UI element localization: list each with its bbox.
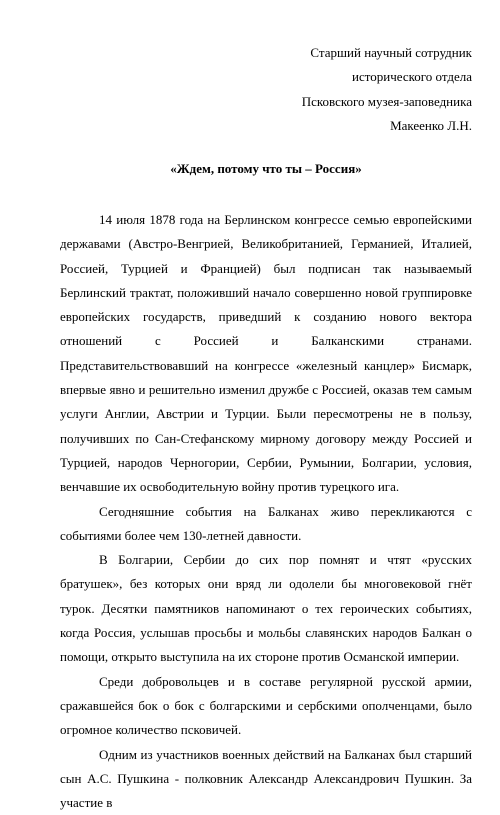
author-institution: Псковского музея-заповедника: [301, 93, 472, 109]
author-block: [302, 41, 472, 138]
paragraph-pushkin-son: Одним из участников военных действий на Балканах был старший сын А.С. Пушкина - полковник Александр Александрович Пушкин. За участие в: [60, 746, 472, 811]
paragraph-berlin-treaty: 14 июля 1878 года на Берлинском конгрессе семью европейскими державами (Австро-Венгрией, Великобританией, Германией, Италией, Россией, Турцией и Францией) был подписан так называемый Берлинский трактат, положивший начало совершенно новой группировке европейских государств, приведший к созданию нового вектора отношений с Россией и Балканскими странами. Представительствовавший на конгрессе «железный канцлер» Бисмарк, впервые явно и решительно изменил дружбе с Россией, оказав тем самым услуги Англии, Австрии и Турции. Были пересмотрены не в пользу, получивших по Сан-Стефанскому мирному договору между Россией и Турцией, народов Черногории, Сербии, Румынии, Болгарии, условия, венчавшие их освободительную войну против турецкого ига.: [60, 212, 472, 495]
document-title: «Ждем, потому что ты – Россия»: [170, 161, 362, 176]
document-body: [60, 208, 472, 815]
paragraph-volunteers: Среди добровольцев и в составе регулярной русской армии, сражавшейся бок о бок с болгарскими и сербскими ополченцами, было огромное количество псковичей.: [60, 673, 472, 738]
author-department: исторического отдела: [352, 69, 472, 85]
document-page: [60, 0, 472, 811]
paragraph-russian-brothers: В Болгарии, Сербии до сих пор помнят и чтят «русских братушек», без которых они вряд ли одолели бы многовековой гнёт турок. Десятки памятников напоминают о тех героических событиях, когда Россия, услышав просьбы и мольбы славянских народов Балкан о помощи, открыто выступила на их стороне против Османской империи.: [60, 552, 472, 665]
author-name: Макеенко Л.Н.: [390, 117, 472, 133]
paragraph-current-events: Сегодняшние события на Балканах живо перекликаются с событиями более чем 130-летней давности.: [60, 503, 472, 543]
author-position: Старший научный сотрудник: [310, 45, 472, 60]
